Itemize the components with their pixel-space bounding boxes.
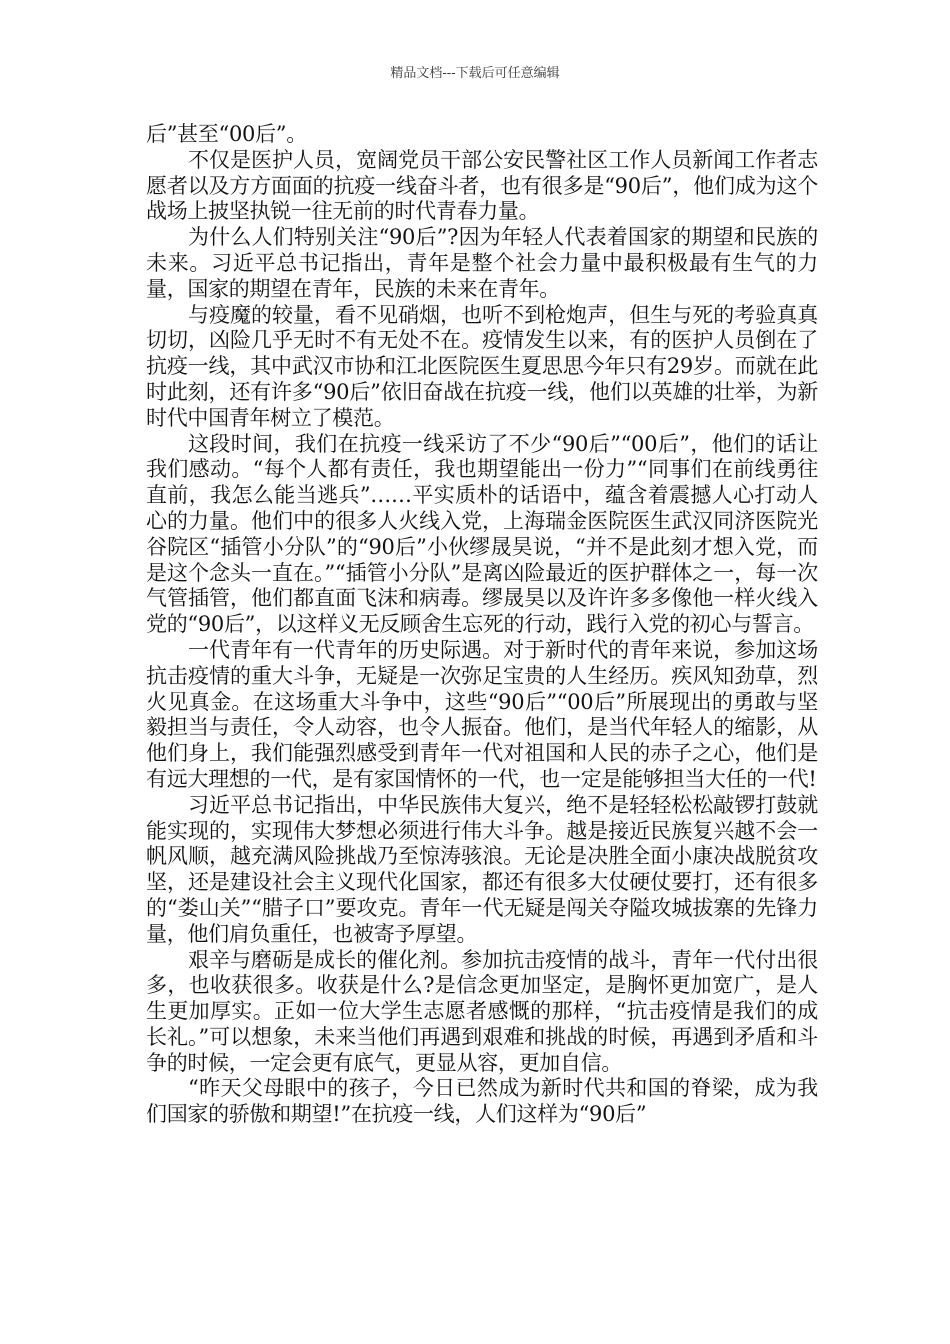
- paragraph: 这段时间，我们在抗疫一线采访了不少“90后”“00后”，他们的话让我们感动。“每个人都有责任，我也期望能出一份力”“同事们在前线勇往直前，我怎么能当逃兵”……平实质朴的话语中，蕴含着震撼人心打动人心的力量。他们中的很多人火线入党，上海瑞金医院医生武汉同济医院光谷院区“插管小分队”的“90后”小伙缪晟昊说，“并不是此刻才想入党，而是这个念头一直在。”“插管小分队”是离凶险最近的医护群体之一，每一次气管插管，他们都直面飞沫和病毒。缪晟昊以及许许多多像他一样火线入党的“90后”，以这样义无反顾舍生忘死的行动，践行入党的初心与誓言。: [146, 431, 818, 637]
- paragraph: “昨天父母眼中的孩子，今日已然成为新时代共和国的脊梁，成为我们国家的骄傲和期望!”在抗疫一线，人们这样为“90后”: [146, 1076, 818, 1127]
- paragraph: 习近平总书记指出，中华民族伟大复兴，绝不是轻轻松松敲锣打鼓就能实现的，实现伟大梦想必须进行伟大斗争。越是接近民族复兴越不会一帆风顺，越充满风险挑战乃至惊涛骇浪。无论是决胜全面小康决战脱贫攻坚，还是建设社会主义现代化国家，都还有很多大仗硬仗要打，还有很多的“娄山关”“腊子口”要攻克。青年一代无疑是闯关夺隘攻城拔寨的先锋力量，他们肩负重任，也被寄予厚望。: [146, 792, 818, 946]
- paragraph: 不仅是医护人员，宽阔党员干部公安民警社区工作人员新闻工作者志愿者以及方方面面的抗疫一线奋斗者，也有很多是“90后”，他们成为这个战场上披坚执锐一往无前的时代青春力量。: [146, 147, 818, 224]
- paragraph: 与疫魔的较量，看不见硝烟，也听不到枪炮声，但生与死的考验真真切切，凶险几乎无时不有无处不在。疫情发生以来，有的医护人员倒在了抗疫一线，其中武汉市协和江北医院医生夏思思今年只有29岁。而就在此时此刻，还有许多“90后”依旧奋战在抗疫一线，他们以英雄的壮举，为新时代中国青年树立了模范。: [146, 302, 818, 430]
- paragraph: 为什么人们特别关注“90后”?因为年轻人代表着国家的期望和民族的未来。习近平总书记指出，青年是整个社会力量中最积极最有生气的力量，国家的期望在青年，民族的未来在青年。: [146, 225, 818, 301]
- paragraph-continuation: 后”甚至“00后”。: [146, 122, 307, 146]
- paragraph: 艰辛与磨砺是成长的催化剂。参加抗击疫情的战斗，青年一代付出很多，也收获很多。收获是什么?是信念更加坚定，是胸怀更加宽广，是人生更加厚实。正如一位大学生志愿者感慨的那样，“抗击疫情是我们的成长礼。”可以想象，未来当他们再遇到艰难和挑战的时候，再遇到矛盾和斗争的时候，一定会更有底气，更显从容，更加自信。: [146, 947, 818, 1075]
- paragraph: 一代青年有一代青年的历史际遇。对于新时代的青年来说，参加这场抗击疫情的重大斗争，无疑是一次弥足宝贵的人生经历。疾风知劲草，烈火见真金。在这场重大斗争中，这些“90后”“00后”所展现出的勇敢与坚毅担当与责任，令人动容，也令人振奋。他们，是当代年轻人的缩影，从他们身上，我们能强烈感受到青年一代对祖国和人民的赤子之心，他们是有远大理想的一代，是有家国情怀的一代，也一定是能够担当大任的一代!: [146, 637, 818, 791]
- page-header: 精品文档---下载后可任意编辑: [390, 66, 560, 81]
- document-body: [146, 122, 818, 1128]
